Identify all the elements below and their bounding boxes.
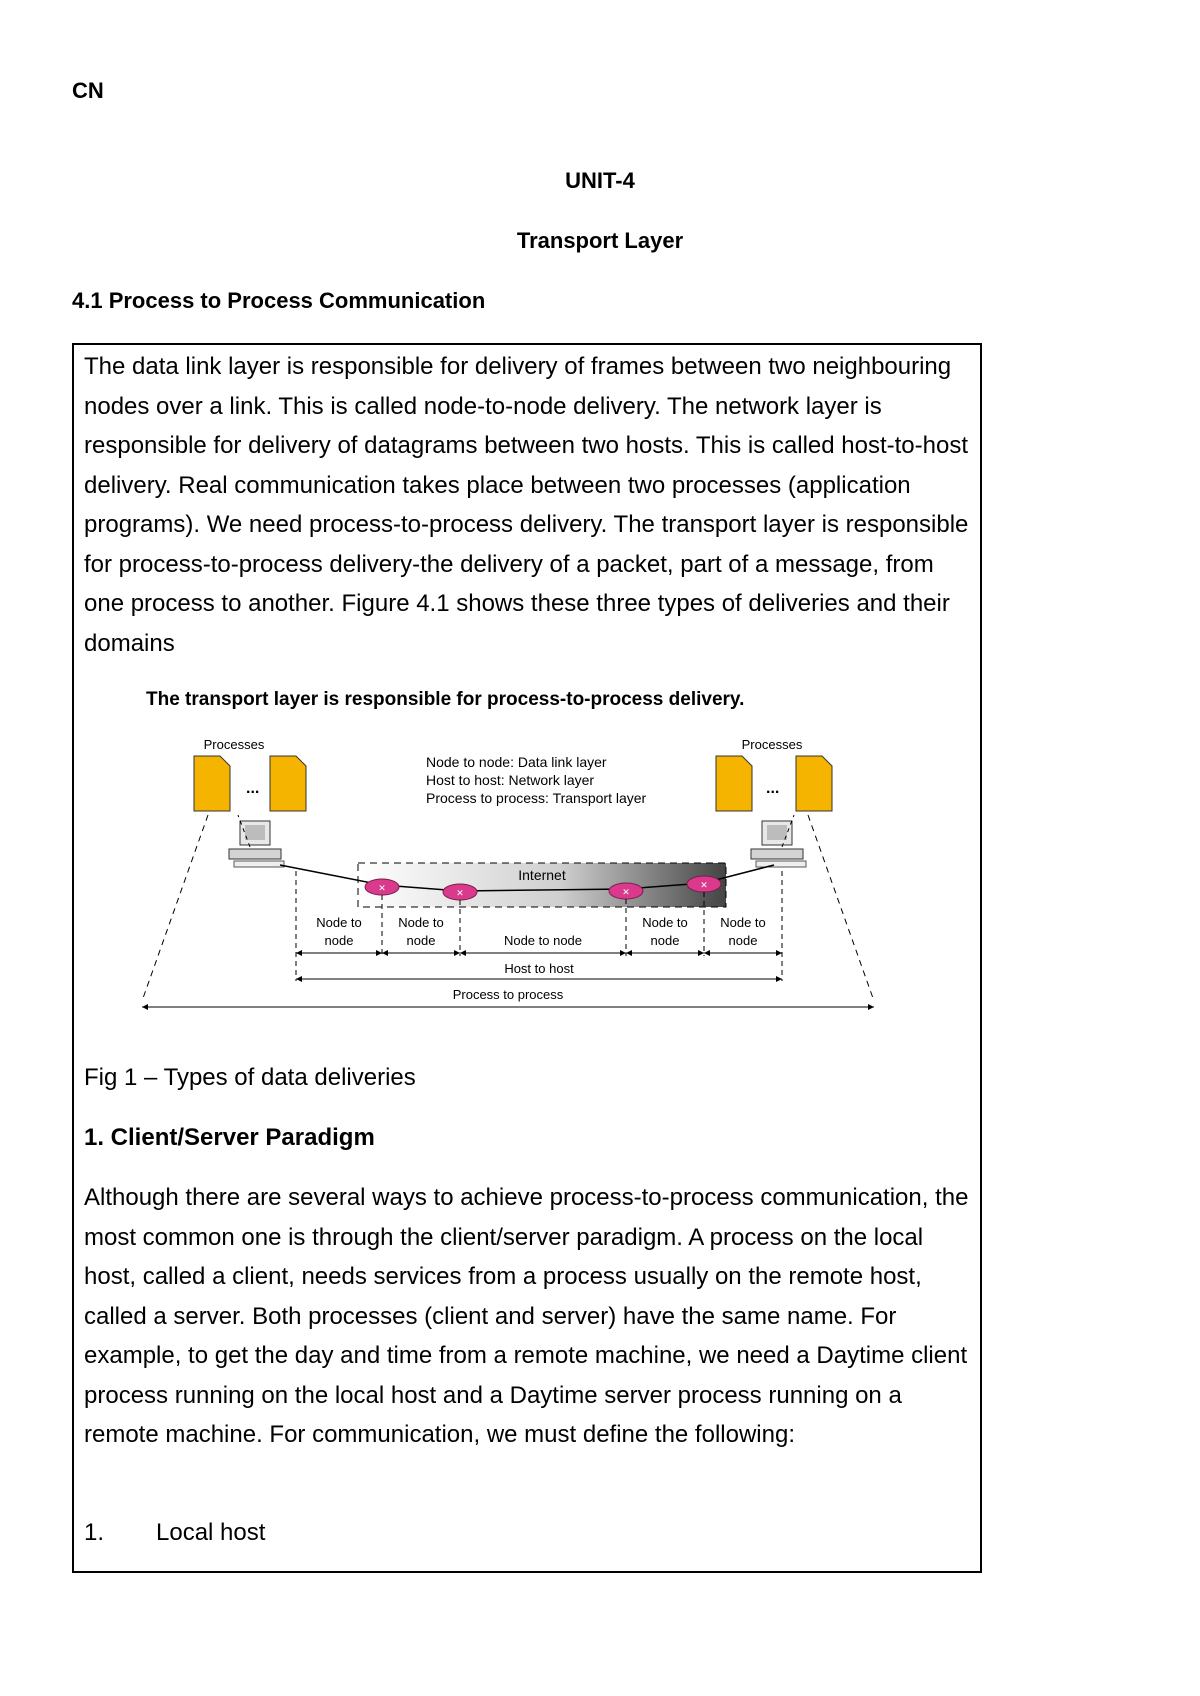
section-heading: 4.1 Process to Process Communication	[72, 288, 486, 313]
segment-label: Node to	[398, 915, 444, 930]
document-icon	[194, 756, 230, 811]
segment-label: node	[324, 933, 354, 948]
svg-text:✕: ✕	[700, 880, 708, 890]
router-icon	[609, 883, 643, 899]
process-domain-line	[142, 815, 208, 1001]
ellipsis-left: ...	[246, 780, 260, 797]
figure-title: The transport layer is responsible for process-to-process delivery.	[146, 689, 745, 710]
unit-title: UNIT-4	[565, 168, 635, 193]
segment-label: node	[650, 933, 680, 948]
list-item-text: Local host	[156, 1519, 266, 1546]
router-icon	[687, 876, 721, 892]
internet-label: Internet	[518, 867, 566, 883]
client-server-paragraph: Although there are several ways to achieve process-to-process communication, the most common one is through the client/server paradigm. A process on the local host, called a client, needs services from a process usually on the remote host, called a server. Both processes (client and server) have the same name. For example, to get the day and time from a remote machine, we need a Daytime client process running on the local host and a Daytime server process running on a remote machine. For communication, we must define the following:	[84, 1184, 969, 1448]
processes-right-label: Processes	[741, 737, 803, 752]
router-icon	[443, 884, 477, 900]
segment-label: Node to	[642, 915, 688, 930]
segment-label: Node to	[720, 915, 766, 930]
legend-node-to-node: Node to node: Data link layer	[426, 754, 607, 770]
router-icon	[365, 879, 399, 895]
document-icon	[270, 756, 306, 811]
ellipsis-right: ...	[766, 780, 780, 797]
computer-right-icon	[751, 821, 806, 867]
segment-label: Node to	[316, 915, 362, 930]
segment-label: node	[406, 933, 436, 948]
document-icon	[716, 756, 752, 811]
list-item-number: 1.	[84, 1519, 105, 1546]
chapter-title: Transport Layer	[516, 228, 684, 253]
client-server-heading: 1. Client/Server Paradigm	[84, 1124, 375, 1151]
process-to-process-label: Process to process	[452, 987, 564, 1002]
document-icon	[796, 756, 832, 811]
svg-text:✕: ✕	[378, 883, 386, 893]
list-item	[84, 1513, 265, 1553]
svg-text:✕: ✕	[456, 888, 464, 898]
content-box	[72, 343, 982, 1573]
process-domain-line	[808, 815, 874, 1001]
segment-label: node	[728, 933, 758, 948]
host-to-host-label: Host to host	[504, 961, 574, 976]
svg-text:✕: ✕	[622, 887, 630, 897]
legend-process-to-process: Process to process: Transport layer	[426, 790, 647, 806]
segment-label: Node to node	[503, 933, 583, 948]
legend-host-to-host: Host to host: Network layer	[426, 772, 595, 788]
header-label: CN	[72, 78, 104, 103]
figure-caption: Fig 1 – Types of data deliveries	[84, 1064, 416, 1091]
delivery-types-figure	[114, 681, 934, 1051]
computer-left-icon	[229, 821, 284, 867]
processes-left-label: Processes	[203, 737, 265, 752]
intro-paragraph: The data link layer is responsible for delivery of frames between two neighbouring nodes over a link. This is called node-to-node delivery. The network layer is responsible for delivery of datagrams between two hosts. This is called host-to-host delivery. Real communication takes place between two processes (application programs). We need process-to-process delivery. The transport layer is responsible for process-to-process delivery-the delivery of a packet, part of a message, from one process to another. Figure 4.1 shows these three types of deliveries and their domains	[84, 353, 969, 657]
